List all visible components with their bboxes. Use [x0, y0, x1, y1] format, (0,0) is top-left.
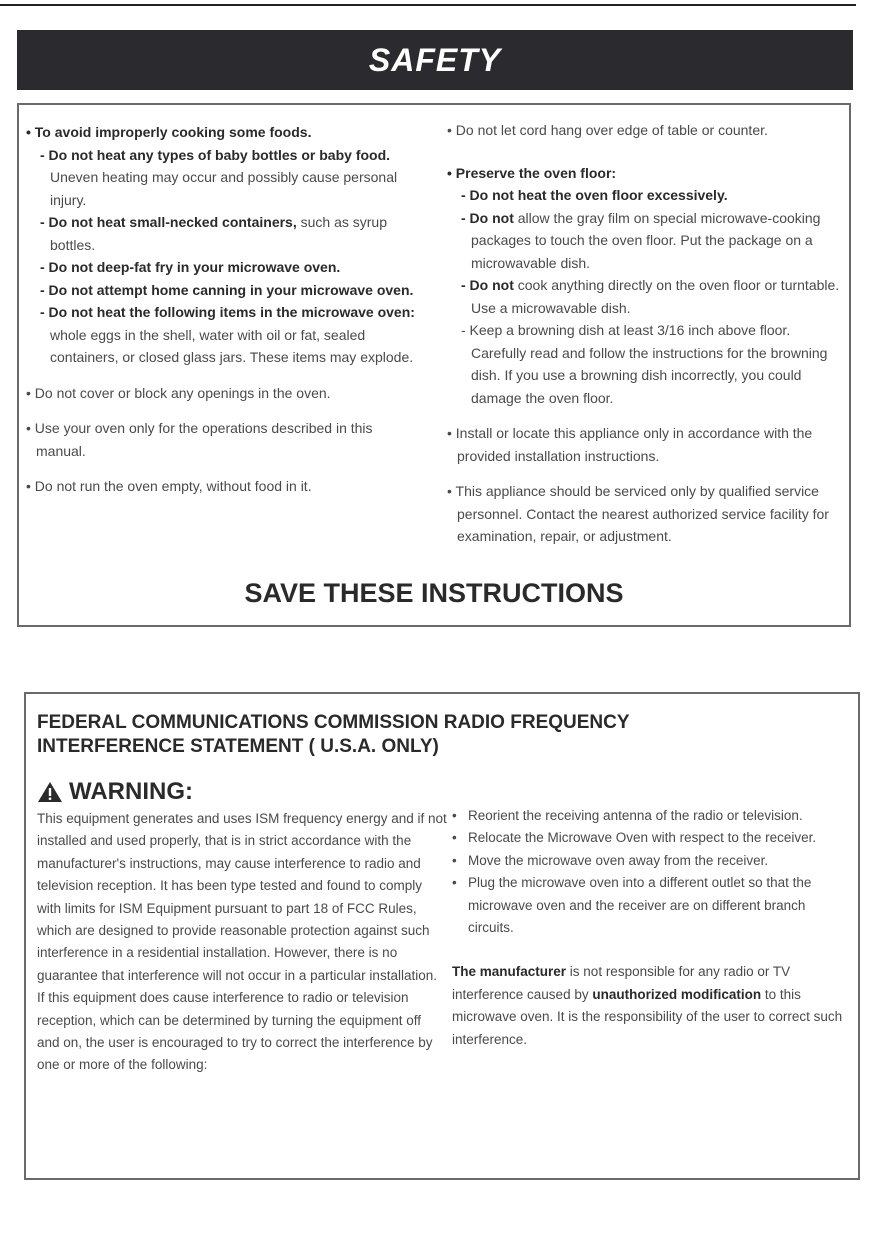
sub-item-bold: - Do not heat small-necked containers,: [40, 214, 297, 230]
list-item-text: Reorient the receiving antenna of the radio or television.: [467, 808, 803, 823]
note-bold: unauthorized modification: [592, 986, 762, 1002]
sub-item: - Do not attempt home canning in your microwave oven.: [40, 281, 414, 298]
list-item-text: Move the microwave oven away from the receiver.: [467, 852, 769, 868]
list-item: • Reorient the receiving antenna of the radio or television.: [452, 808, 803, 823]
sub-item-bold: - Do not: [461, 277, 514, 293]
sub-item: [26, 211, 421, 256]
list-item: • Plug the microwave oven into a different outlet so that the microwave oven and the receiver are on different branch circuits.: [452, 875, 812, 936]
sub-item: - Keep a browning dish at least 3/16 inch above floor. Carefully read and follow the instructions for the browning dish. If you use a browning dish incorrectly, you could damage the oven floor.: [461, 322, 828, 406]
note-text: to this microwave oven. It is the responsibility of the user to correct such interference.: [452, 986, 843, 1047]
sub-item-text: whole eggs in the shell, water with oil or fat, sealed containers, or closed glass jars. These items may explode.: [50, 326, 414, 365]
note-text: is not responsible for any radio or TV interference caused by: [452, 964, 791, 1002]
sub-item-text: allow the gray film on special microwave-cooking packages to touch the oven floor. Put the package on a microwavable dish.: [471, 209, 821, 271]
sub-item-text: cook anything directly on the oven floor or turntable. Use a microwavable dish.: [471, 277, 840, 316]
list-item: • Do not let cord hang over edge of table or counter.: [447, 122, 768, 138]
save-instructions-heading: SAVE THESE INSTRUCTIONS: [244, 578, 624, 608]
safety-left-column: [26, 121, 421, 498]
item-heading: • Preserve the oven floor:: [447, 164, 617, 181]
sub-item: [447, 207, 847, 275]
warning-label: WARNING:: [69, 778, 193, 805]
sub-item: [26, 301, 421, 369]
safety-right-column: [447, 119, 847, 548]
list-item: • Install or locate this appliance only in accordance with the provided installation instructions.: [447, 425, 813, 464]
page-title: SAFETY: [368, 41, 502, 78]
fcc-box: [24, 692, 860, 1180]
safety-box: [17, 103, 851, 627]
item-heading: • To avoid improperly cooking some foods.: [26, 124, 312, 140]
warning-heading: [37, 778, 193, 806]
list-item: • Do not run the oven empty, without food in it.: [26, 478, 312, 494]
sub-item-text: Uneven heating may occur and possibly cause personal injury.: [50, 169, 398, 208]
warning-triangle-icon: [37, 781, 63, 803]
top-rule: [0, 4, 856, 6]
note-bold: The manufacturer: [452, 964, 567, 980]
sub-item-text: such as syrup bottles.: [50, 214, 387, 253]
list-item: • This appliance should be serviced only by qualified service personnel. Contact the nearest authorized service facility for examination, repair, or adjustment.: [447, 483, 829, 544]
sub-item: [447, 274, 847, 319]
safety-banner: [17, 30, 853, 90]
list-item-text: Relocate the Microwave Oven with respect to the receiver.: [467, 830, 817, 846]
sub-item: [26, 144, 421, 212]
sub-item: - Do not heat the oven floor excessively.: [461, 187, 728, 203]
list-item: • Move the microwave oven away from the receiver.: [452, 852, 769, 868]
sub-item-bold: - Do not heat the following items in the microwave oven:: [40, 304, 415, 320]
fcc-title: FEDERAL COMMUNICATIONS COMMISSION RADIO FREQUENCY INTERFERENCE STATEMENT ( U.S.A. ONLY): [37, 712, 630, 757]
list-item: • Relocate the Microwave Oven with respect to the receiver.: [452, 830, 817, 846]
list-item-text: Plug the microwave oven into a different outlet so that the microwave oven and the receiver are on different branch circuits.: [467, 875, 812, 936]
sub-item-bold: - Do not: [461, 209, 514, 226]
list-item: • Use your oven only for the operations described in this manual.: [26, 420, 373, 459]
sub-item: - Do not deep-fat fry in your microwave oven.: [40, 259, 341, 275]
list-item: • Do not cover or block any openings in the oven.: [26, 384, 331, 401]
fcc-paragraph: This equipment generates and uses ISM frequency energy and if not installed and used properly, that is in strict accordance with the manufacturer's instructions, may cause interference to radio and television reception. It has been type tested and found to comply with limits for ISM Equipment pursuant to part 18 of FCC Rules, which are designed to provide reasonable protection against such interference in a residential installation. However, there is no guarantee that interference will not occur in a particular installation. If this equipment does cause interference to radio or television reception, which can be determined by turning the equipment off and on, the user is encouraged to try to correct the interference by one or more of the following:: [37, 811, 447, 1073]
fcc-right-column: [452, 805, 852, 1051]
sub-item-bold: - Do not heat any types of baby bottles or baby food.: [40, 146, 391, 163]
manufacturer-note: [452, 961, 852, 1051]
